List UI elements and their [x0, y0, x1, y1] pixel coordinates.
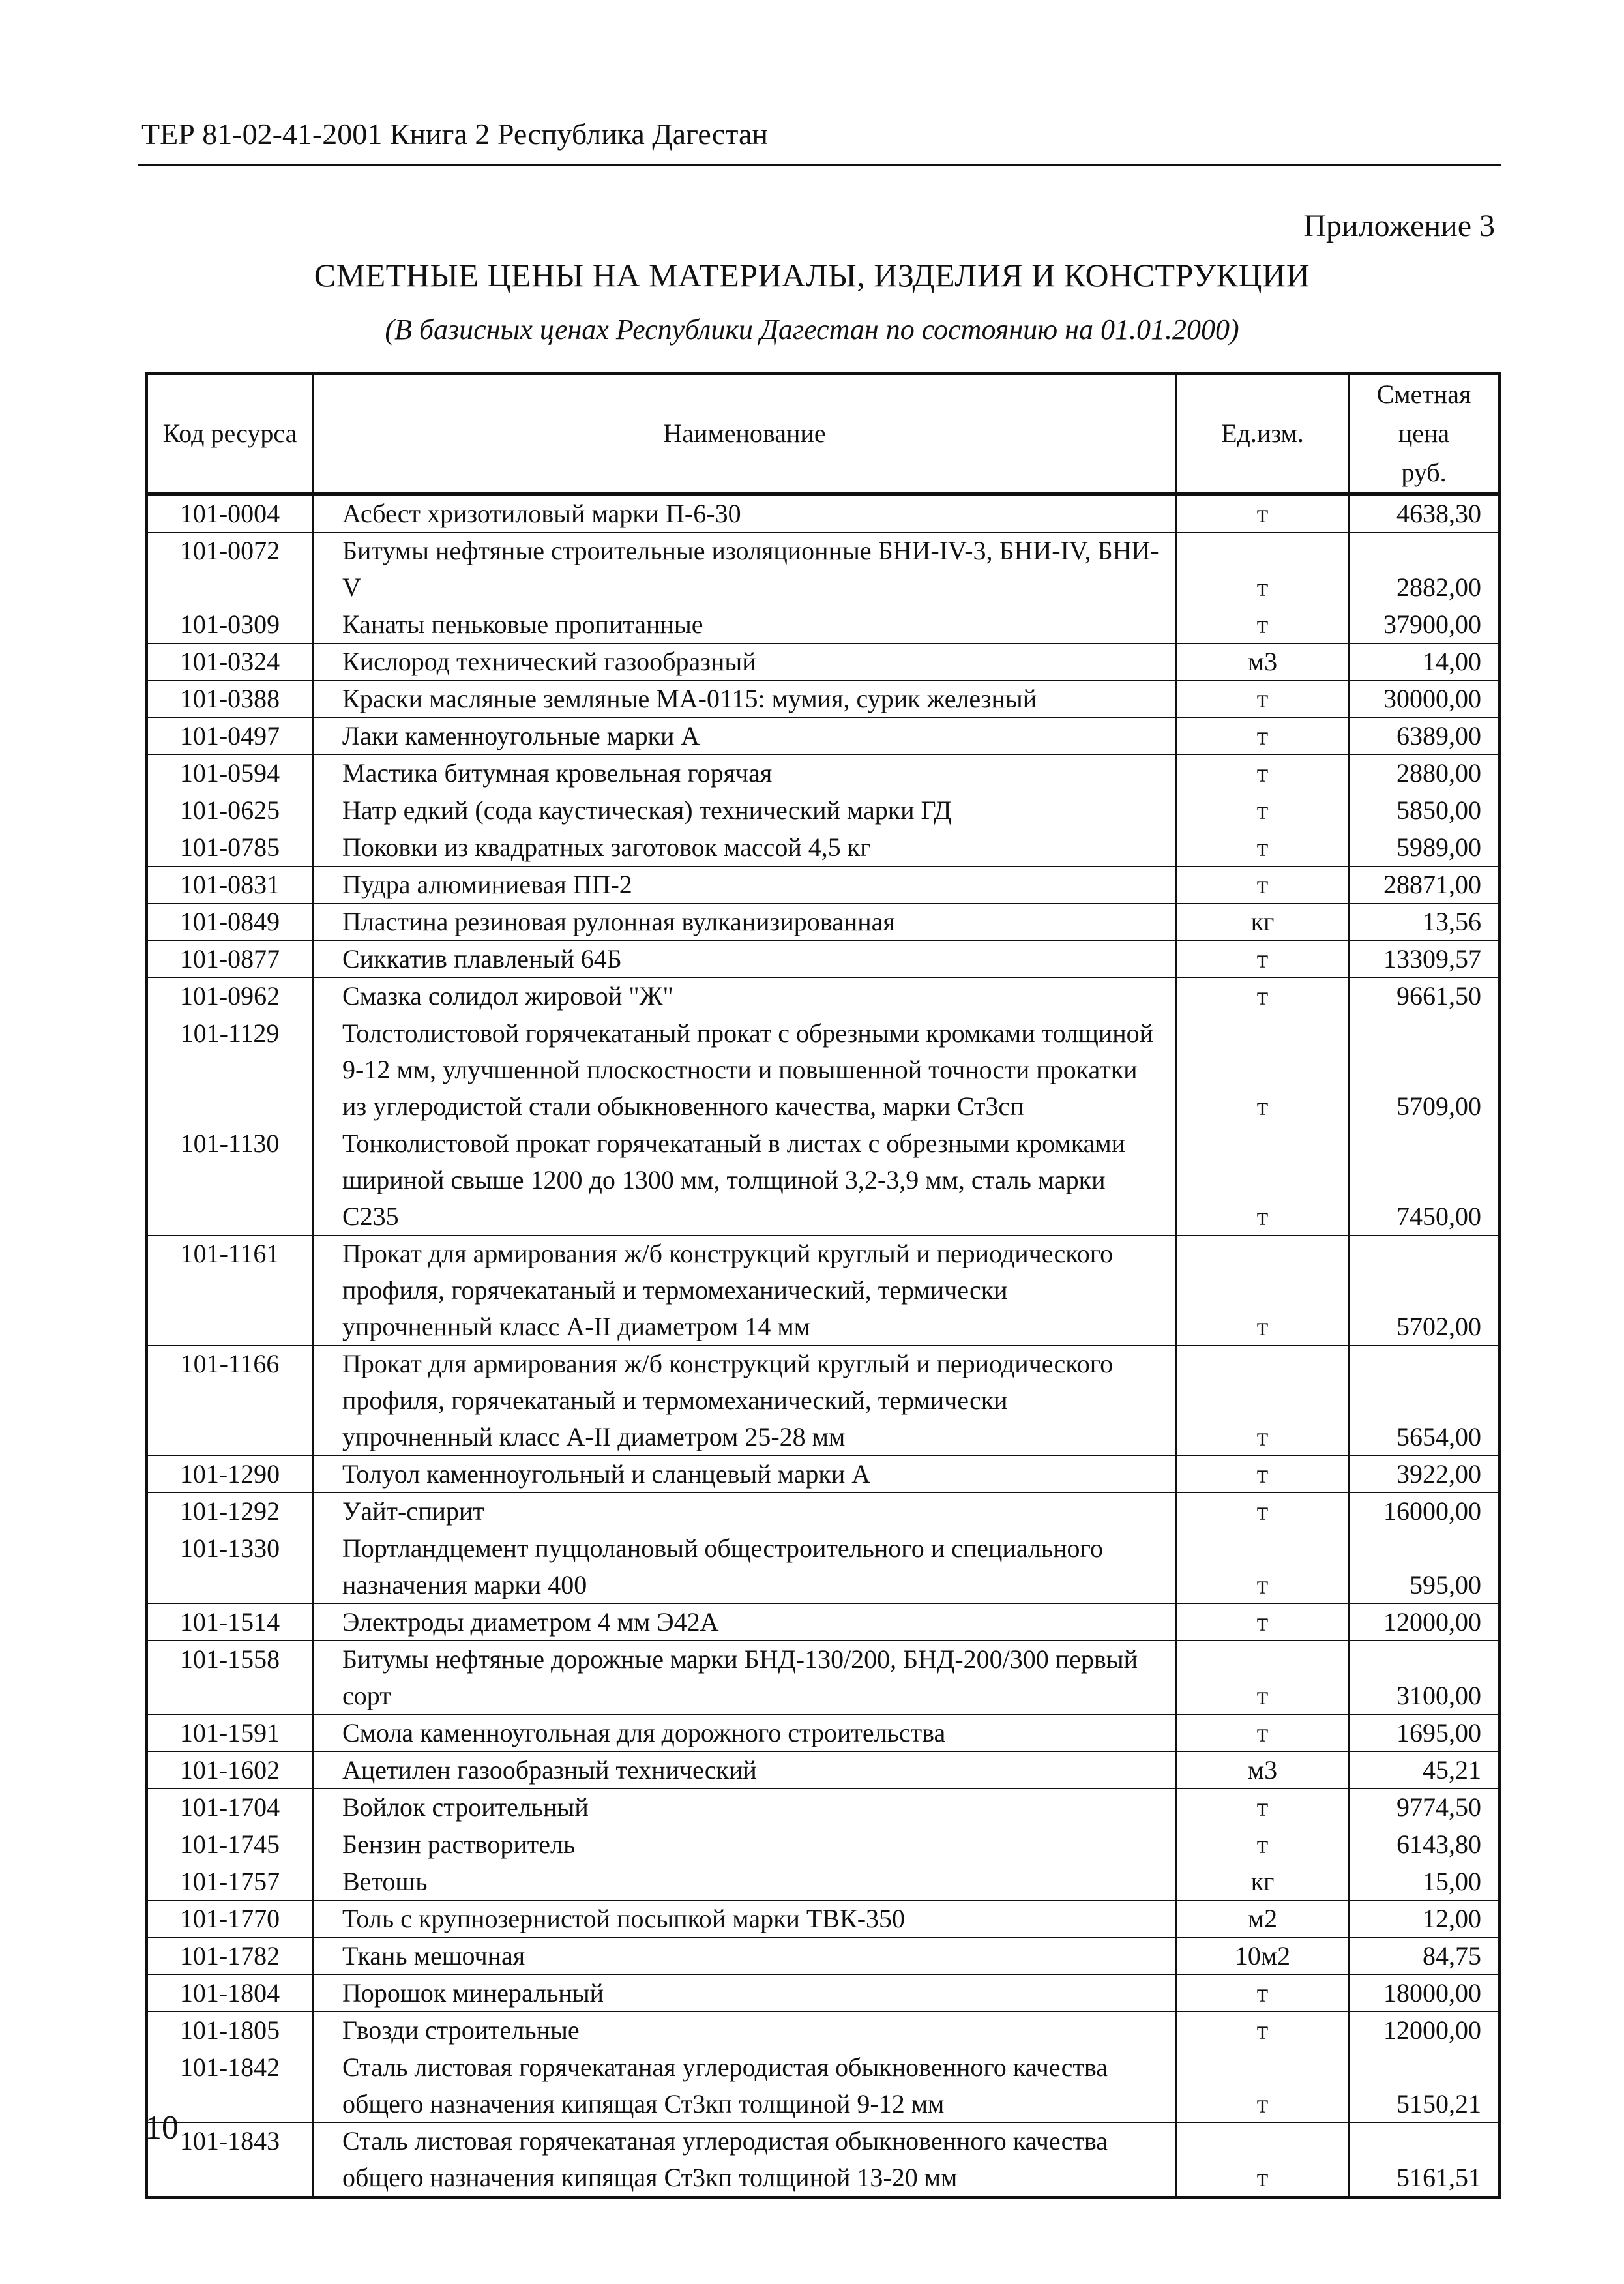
cell-unit: т [1177, 1789, 1349, 1826]
cell-code: 101-1842 [147, 2049, 313, 2123]
cell-unit: м2 [1177, 1901, 1349, 1938]
table-row [147, 1975, 1500, 2012]
cell-unit: т [1177, 1530, 1349, 1604]
cell-code: 101-0309 [147, 606, 313, 644]
cell-name: Пудра алюминиевая ПП-2 [313, 867, 1177, 904]
cell-unit: т [1177, 2012, 1349, 2049]
cell-name: Уайт-спирит [313, 1493, 1177, 1530]
table-row [147, 1938, 1500, 1975]
table-row [147, 755, 1500, 792]
cell-unit: т [1177, 1493, 1349, 1530]
table-row [147, 2123, 1500, 2198]
cell-code: 101-0785 [147, 829, 313, 867]
cell-unit: кг [1177, 904, 1349, 941]
cell-code: 101-1782 [147, 1938, 313, 1975]
cell-name: Битумы нефтяные строительные изоляционные БНИ-IV-3, БНИ-IV, БНИ-V [313, 533, 1177, 606]
cell-unit: т [1177, 1236, 1349, 1346]
cell-code: 101-1161 [147, 1236, 313, 1346]
cell-price: 3100,00 [1349, 1641, 1500, 1715]
cell-name: Ветошь [313, 1863, 1177, 1901]
cell-name: Кислород технический газообразный [313, 644, 1177, 681]
cell-name: Порошок минеральный [313, 1975, 1177, 2012]
cell-unit: м3 [1177, 644, 1349, 681]
table-row [147, 978, 1500, 1015]
table-row [147, 606, 1500, 644]
cell-name: Битумы нефтяные дорожные марки БНД-130/200, БНД-200/300 первый сорт [313, 1641, 1177, 1715]
cell-code: 101-0849 [147, 904, 313, 941]
cell-price: 18000,00 [1349, 1975, 1500, 2012]
cell-name: Толь с крупнозернистой посыпкой марки ТВК-350 [313, 1901, 1177, 1938]
cell-name: Ткань мешочная [313, 1938, 1177, 1975]
cell-name: Бензин растворитель [313, 1826, 1177, 1863]
cell-price: 13309,57 [1349, 941, 1500, 978]
cell-code: 101-1602 [147, 1752, 313, 1789]
cell-unit: т [1177, 829, 1349, 867]
cell-price: 5702,00 [1349, 1236, 1500, 1346]
cell-price: 30000,00 [1349, 681, 1500, 718]
page-number: 10 [145, 2109, 179, 2146]
cell-name: Войлок строительный [313, 1789, 1177, 1826]
cell-unit: т [1177, 941, 1349, 978]
cell-price: 45,21 [1349, 1752, 1500, 1789]
cell-code: 101-1757 [147, 1863, 313, 1901]
price-table [145, 372, 1501, 2199]
cell-unit: т [1177, 1604, 1349, 1641]
table-row [147, 1015, 1500, 1125]
cell-price: 2882,00 [1349, 533, 1500, 606]
cell-code: 101-1166 [147, 1346, 313, 1456]
table-row [147, 2012, 1500, 2049]
cell-price: 6389,00 [1349, 718, 1500, 755]
cell-name: Краски масляные земляные МА-0115: мумия, сурик железный [313, 681, 1177, 718]
column-header-name: Наименование [313, 374, 1177, 494]
cell-price: 5709,00 [1349, 1015, 1500, 1125]
column-header-code: Код ресурса [147, 374, 313, 494]
page-title: СМЕТНЫЕ ЦЕНЫ НА МАТЕРИАЛЫ, ИЗДЕЛИЯ И КОНСТРУКЦИИ [314, 257, 1310, 293]
cell-name: Канаты пеньковые пропитанные [313, 606, 1177, 644]
cell-unit: кг [1177, 1863, 1349, 1901]
cell-price: 13,56 [1349, 904, 1500, 941]
cell-price: 4638,30 [1349, 494, 1500, 533]
cell-unit: т [1177, 606, 1349, 644]
cell-name: Гвозди строительные [313, 2012, 1177, 2049]
cell-name: Сталь листовая горячекатаная углеродистая обыкновенного качества общего назначения кипящая Ст3кп толщиной 13-20 мм [313, 2123, 1177, 2198]
cell-unit: т [1177, 1715, 1349, 1752]
appendix-label: Приложение 3 [1303, 209, 1495, 243]
cell-unit: т [1177, 1346, 1349, 1456]
table-row [147, 1863, 1500, 1901]
cell-price: 5161,51 [1349, 2123, 1500, 2198]
table-row [147, 1456, 1500, 1493]
cell-name: Сталь листовая горячекатаная углеродистая обыкновенного качества общего назначения кипящая Ст3кп толщиной 9-12 мм [313, 2049, 1177, 2123]
cell-unit: 10м2 [1177, 1938, 1349, 1975]
table-body [147, 494, 1500, 2198]
cell-name: Натр едкий (сода каустическая) технический марки ГД [313, 792, 1177, 829]
cell-unit: т [1177, 755, 1349, 792]
cell-code: 101-0594 [147, 755, 313, 792]
cell-unit: т [1177, 978, 1349, 1015]
cell-price: 595,00 [1349, 1530, 1500, 1604]
cell-name: Мастика битумная кровельная горячая [313, 755, 1177, 792]
cell-unit: т [1177, 1975, 1349, 2012]
cell-code: 101-1130 [147, 1125, 313, 1236]
cell-unit: т [1177, 681, 1349, 718]
cell-name: Асбест хризотиловый марки П-6-30 [313, 494, 1177, 533]
cell-name: Ацетилен газообразный технический [313, 1752, 1177, 1789]
cell-price: 2880,00 [1349, 755, 1500, 792]
cell-code: 101-1558 [147, 1641, 313, 1715]
table-row [147, 1826, 1500, 1863]
table-row [147, 1789, 1500, 1826]
cell-unit: м3 [1177, 1752, 1349, 1789]
cell-unit: т [1177, 2049, 1349, 2123]
cell-unit: т [1177, 2123, 1349, 2198]
table-row [147, 718, 1500, 755]
column-header-price [1349, 374, 1500, 494]
cell-code: 101-1843 [147, 2123, 313, 2198]
cell-name: Смола каменноугольная для дорожного строительства [313, 1715, 1177, 1752]
cell-name: Тонколистовой прокат горячекатаный в листах с обрезными кромками шириной свыше 1200 до 1300 мм, толщиной 3,2-3,9 мм, сталь марки С235 [313, 1125, 1177, 1236]
cell-price: 3922,00 [1349, 1456, 1500, 1493]
page-subtitle: (В базисных ценах Республики Дагестан по состоянию на 01.01.2000) [385, 314, 1239, 346]
cell-code: 101-0072 [147, 533, 313, 606]
cell-unit: т [1177, 718, 1349, 755]
table-row [147, 494, 1500, 533]
cell-name: Смазка солидол жировой "Ж" [313, 978, 1177, 1015]
cell-price: 1695,00 [1349, 1715, 1500, 1752]
cell-code: 101-1129 [147, 1015, 313, 1125]
column-header-price-line2: руб. [1401, 458, 1447, 487]
cell-price: 5850,00 [1349, 792, 1500, 829]
cell-price: 15,00 [1349, 1863, 1500, 1901]
cell-unit: т [1177, 1015, 1349, 1125]
cell-unit: т [1177, 867, 1349, 904]
table-row [147, 829, 1500, 867]
cell-price: 37900,00 [1349, 606, 1500, 644]
cell-name: Пластина резиновая рулонная вулканизированная [313, 904, 1177, 941]
cell-code: 101-1704 [147, 1789, 313, 1826]
cell-code: 101-0625 [147, 792, 313, 829]
cell-code: 101-1292 [147, 1493, 313, 1530]
cell-code: 101-1745 [147, 1826, 313, 1863]
cell-price: 12,00 [1349, 1901, 1500, 1938]
table-row [147, 1604, 1500, 1641]
table-row [147, 1125, 1500, 1236]
cell-code: 101-1330 [147, 1530, 313, 1604]
table-row [147, 1530, 1500, 1604]
cell-code: 101-0324 [147, 644, 313, 681]
cell-code: 101-1770 [147, 1901, 313, 1938]
cell-price: 28871,00 [1349, 867, 1500, 904]
table-row [147, 1493, 1500, 1530]
cell-unit: т [1177, 533, 1349, 606]
column-header-price-line1: Сметная цена [1376, 379, 1471, 448]
cell-price: 14,00 [1349, 644, 1500, 681]
column-header-unit: Ед.изм. [1177, 374, 1349, 494]
cell-price: 84,75 [1349, 1938, 1500, 1975]
cell-price: 12000,00 [1349, 1604, 1500, 1641]
table-row [147, 644, 1500, 681]
cell-unit: т [1177, 1125, 1349, 1236]
cell-unit: т [1177, 1641, 1349, 1715]
cell-price: 5989,00 [1349, 829, 1500, 867]
cell-code: 101-0877 [147, 941, 313, 978]
cell-price: 6143,80 [1349, 1826, 1500, 1863]
table-row [147, 1901, 1500, 1938]
table-row [147, 1641, 1500, 1715]
cell-code: 101-0831 [147, 867, 313, 904]
document-header: ТЕР 81-02-41-2001 Книга 2 Республика Дагестан [141, 117, 769, 151]
cell-name: Портландцемент пуццолановый общестроительного и специального назначения марки 400 [313, 1530, 1177, 1604]
cell-code: 101-0962 [147, 978, 313, 1015]
cell-unit: т [1177, 1456, 1349, 1493]
table-row [147, 867, 1500, 904]
table-row [147, 2049, 1500, 2123]
header-rule [138, 164, 1501, 166]
table-row [147, 1236, 1500, 1346]
table-row [147, 1752, 1500, 1789]
cell-price: 9774,50 [1349, 1789, 1500, 1826]
table-row [147, 681, 1500, 718]
cell-name: Электроды диаметром 4 мм Э42А [313, 1604, 1177, 1641]
cell-name: Прокат для армирования ж/б конструкций круглый и периодического профиля, горячекатаный и термомеханический, термически упрочненный класс А-II диаметром 25-28 мм [313, 1346, 1177, 1456]
cell-code: 101-1591 [147, 1715, 313, 1752]
cell-price: 16000,00 [1349, 1493, 1500, 1530]
cell-name: Прокат для армирования ж/б конструкций круглый и периодического профиля, горячекатаный и термомеханический, термически упрочненный класс А-II диаметром 14 мм [313, 1236, 1177, 1346]
cell-unit: т [1177, 1826, 1349, 1863]
cell-unit: т [1177, 792, 1349, 829]
cell-code: 101-0004 [147, 494, 313, 533]
table-row [147, 941, 1500, 978]
cell-code: 101-0497 [147, 718, 313, 755]
cell-name: Толуол каменноугольный и сланцевый марки А [313, 1456, 1177, 1493]
table-row [147, 904, 1500, 941]
cell-code: 101-1804 [147, 1975, 313, 2012]
cell-price: 5654,00 [1349, 1346, 1500, 1456]
cell-name: Сиккатив плавленый 64Б [313, 941, 1177, 978]
cell-name: Поковки из квадратных заготовок массой 4,5 кг [313, 829, 1177, 867]
cell-code: 101-1514 [147, 1604, 313, 1641]
cell-name: Лаки каменноугольные марки А [313, 718, 1177, 755]
table-header-row [147, 374, 1500, 494]
cell-code: 101-1805 [147, 2012, 313, 2049]
cell-code: 101-1290 [147, 1456, 313, 1493]
cell-unit: т [1177, 494, 1349, 533]
cell-price: 9661,50 [1349, 978, 1500, 1015]
table-row [147, 1715, 1500, 1752]
cell-price: 12000,00 [1349, 2012, 1500, 2049]
cell-price: 7450,00 [1349, 1125, 1500, 1236]
table-row [147, 1346, 1500, 1456]
cell-name: Толстолистовой горячекатаный прокат с обрезными кромками толщиной 9-12 мм, улучшенной плоскостности и повышенной точности прокатки из углеродистой стали обыкновенного качества, марки Ст3сп [313, 1015, 1177, 1125]
cell-price: 5150,21 [1349, 2049, 1500, 2123]
table-row [147, 533, 1500, 606]
table-row [147, 792, 1500, 829]
cell-code: 101-0388 [147, 681, 313, 718]
